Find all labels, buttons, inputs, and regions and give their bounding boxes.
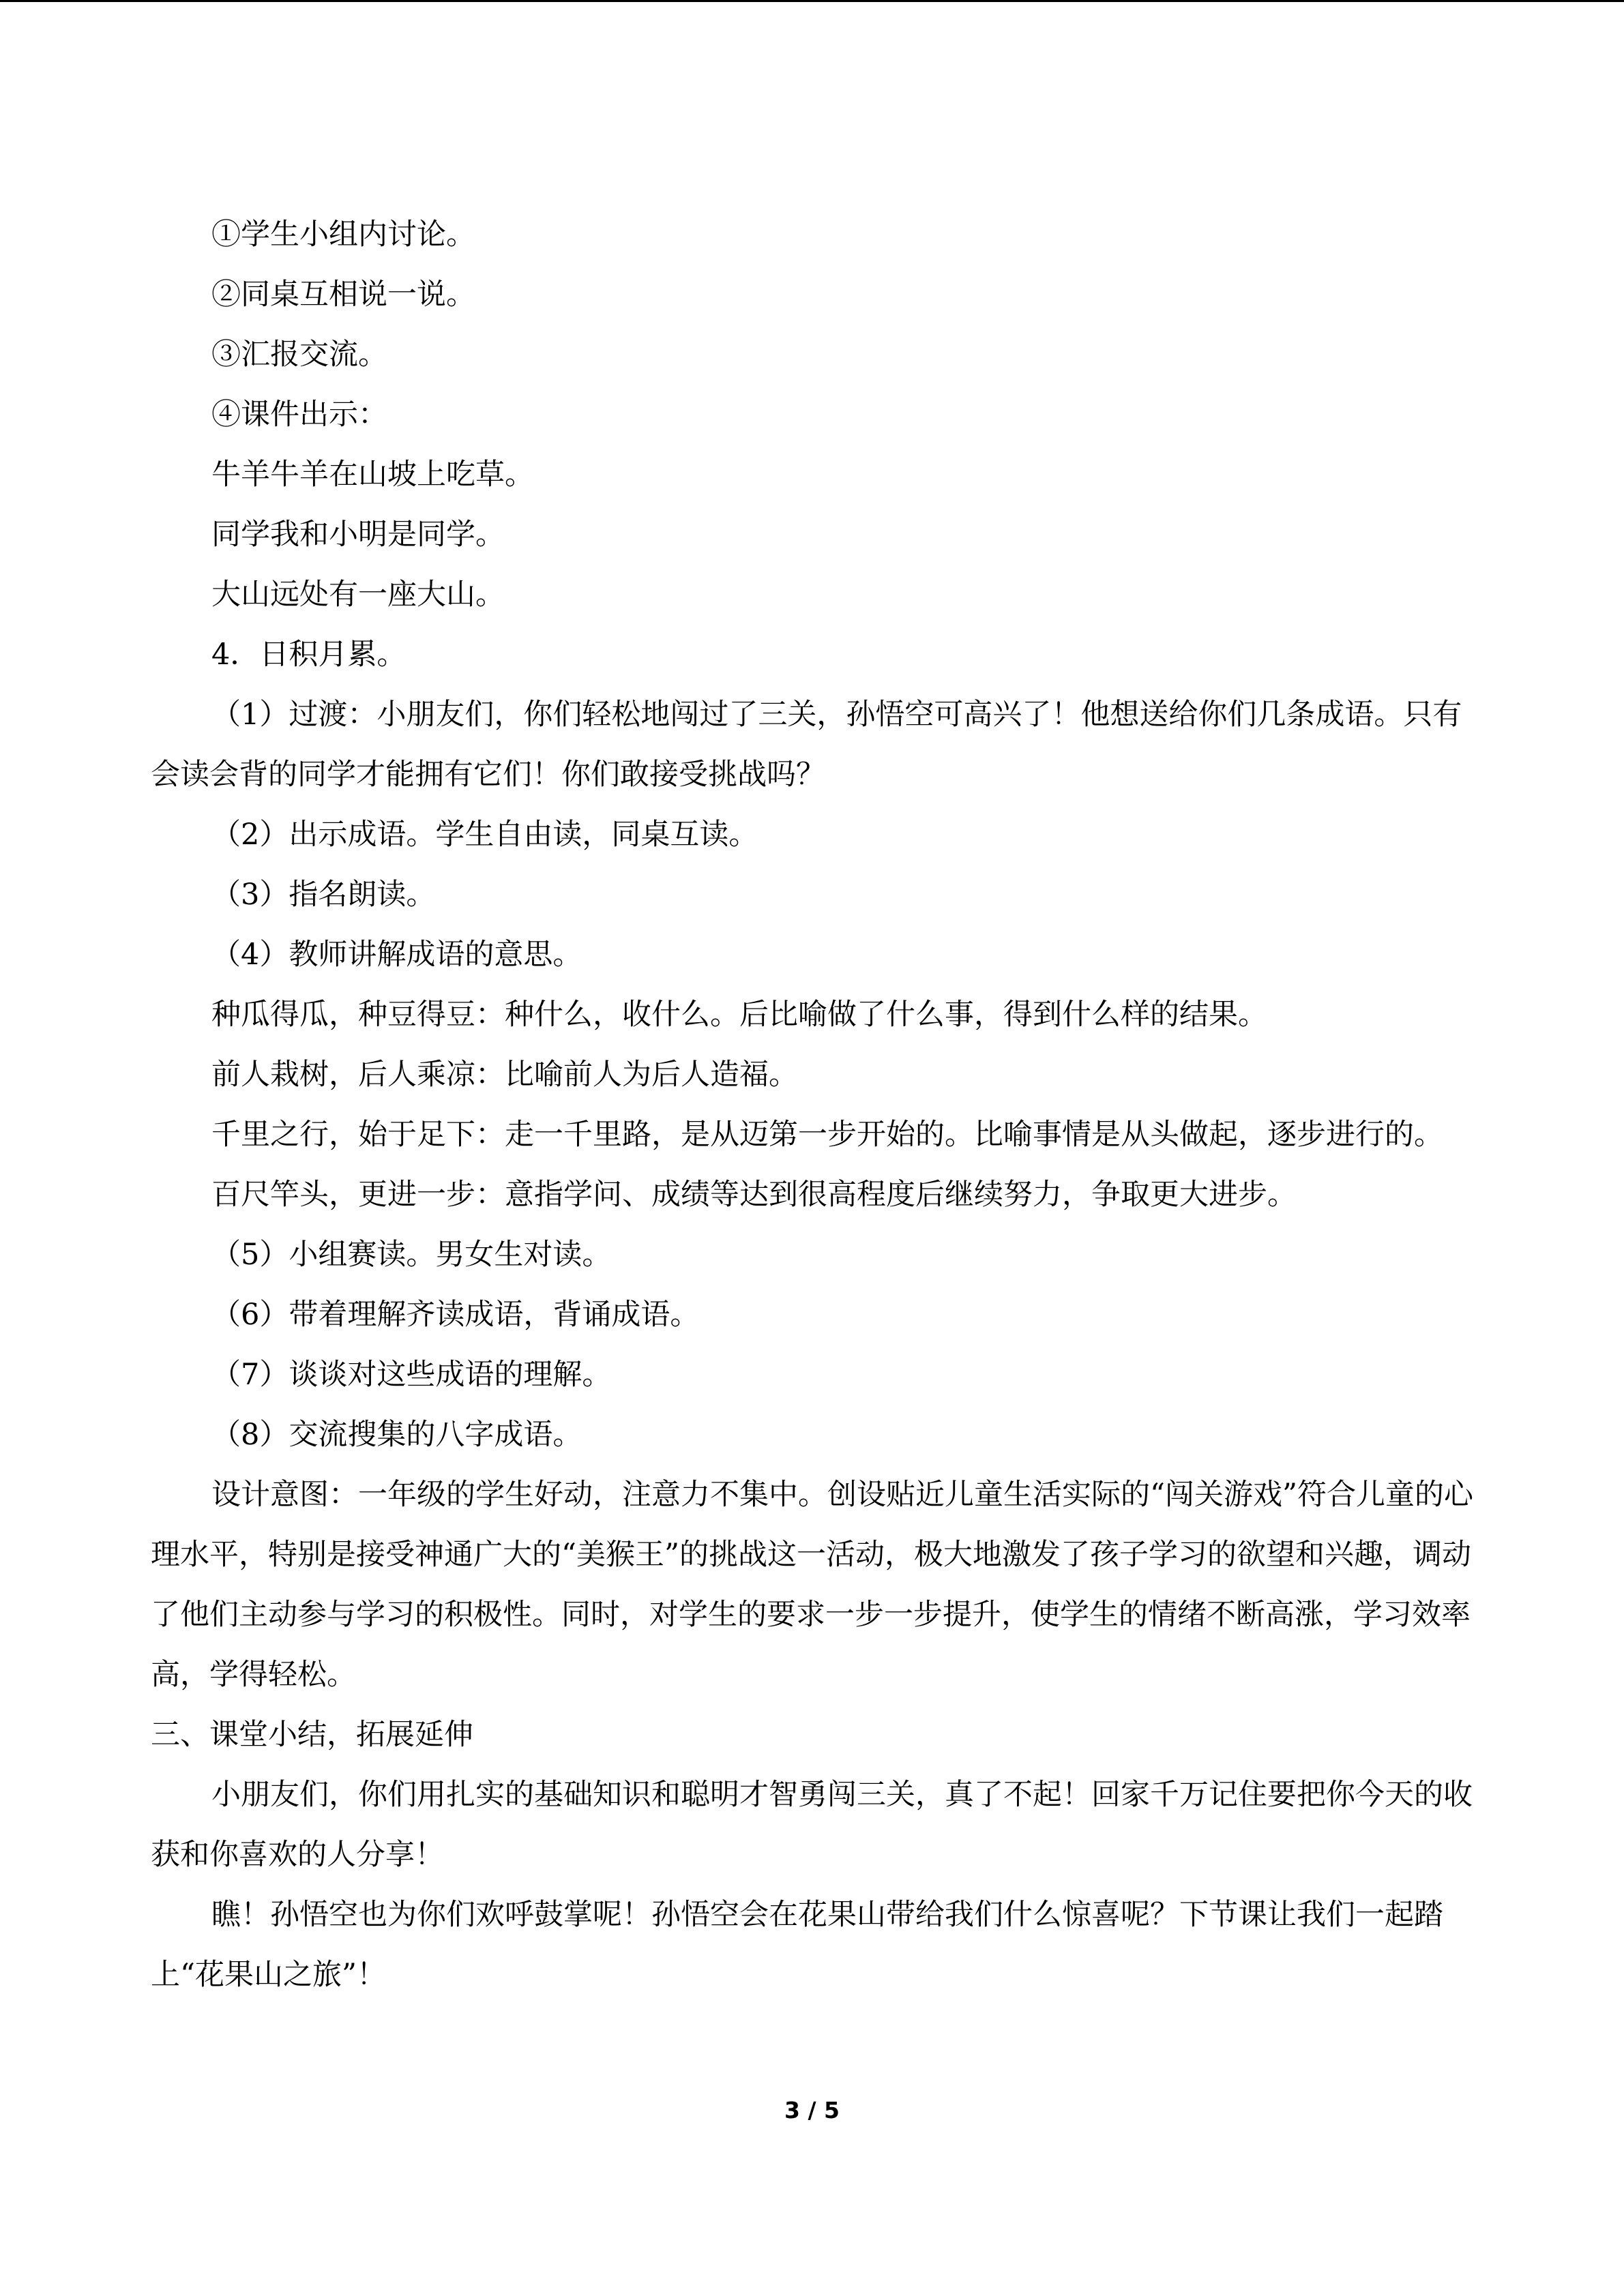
paragraph: 小朋友们，你们用扎实的基础知识和聪明才智勇闯三关，真了不起！回家千万记住要把你今天的收获和你喜欢的人分享！: [151, 1778, 1473, 1872]
paragraph: （4）教师讲解成语的意思。: [211, 938, 582, 972]
paragraph: （1）过渡：小朋友们，你们轻松地闯过了三关，孙悟空可高兴了！他想送给你们几条成语。只有会读会背的同学才能拥有它们！你们敢接受挑战吗？: [151, 698, 1462, 792]
paragraph: （5）小组赛读。男女生对读。: [211, 1238, 612, 1272]
section-heading: 4．日积月累。: [211, 638, 407, 672]
page-number: 3 / 5: [784, 2097, 840, 2123]
idiom-explanation: 百尺竿头，更进一步：意指学问、成绩等达到很高程度后继续努力，争取更大进步。: [211, 1178, 1297, 1212]
paragraph: ②同桌互相说一说。: [211, 278, 475, 312]
paragraph: （7）谈谈对这些成语的理解。: [211, 1358, 612, 1392]
paragraph: 大山远处有一座大山。: [211, 578, 505, 612]
document-body: [151, 205, 1475, 2005]
paragraph: （2）出示成语。学生自由读，同桌互读。: [211, 818, 758, 852]
idiom-explanation: 千里之行，始于足下：走一千里路，是从迈第一步开始的。比喻事情是从头做起，逐步进行的。: [211, 1118, 1443, 1152]
design-intent-paragraph: 设计意图：一年级的学生好动，注意力不集中。创设贴近儿童生活实际的“闯关游戏”符合儿童的心理水平，特别是接受神通广大的“美猴王”的挑战这一活动，极大地激发了孩子学习的欲望和兴趣，调动了他们主动参与学习的积极性。同时，对学生的要求一步一步提升，使学生的情绪不断高涨，学习效率高，学得轻松。: [151, 1478, 1473, 1692]
page-top-border: [0, 0, 1624, 2]
paragraph: 牛羊牛羊在山坡上吃草。: [211, 458, 534, 492]
paragraph: （6）带着理解齐读成语，背诵成语。: [211, 1298, 700, 1332]
paragraph: （8）交流搜集的八字成语。: [211, 1418, 582, 1452]
idiom-explanation: 种瓜得瓜，种豆得豆：种什么，收什么。后比喻做了什么事，得到什么样的结果。: [211, 998, 1267, 1032]
paragraph: 同学我和小明是同学。: [211, 518, 505, 552]
idiom-explanation: 前人栽树，后人乘凉：比喻前人为后人造福。: [211, 1058, 798, 1092]
paragraph: ③汇报交流。: [211, 338, 387, 372]
paragraph: ①学生小组内讨论。: [211, 218, 475, 252]
section-heading: 三、课堂小结，拓展延伸: [151, 1718, 473, 1752]
paragraph: （3）指名朗读。: [211, 878, 436, 912]
paragraph: ④课件出示：: [211, 398, 387, 432]
paragraph: 瞧！孙悟空也为你们欢呼鼓掌呢！孙悟空会在花果山带给我们什么惊喜呢？下节课让我们一起踏上“花果山之旅”！: [151, 1898, 1443, 1992]
